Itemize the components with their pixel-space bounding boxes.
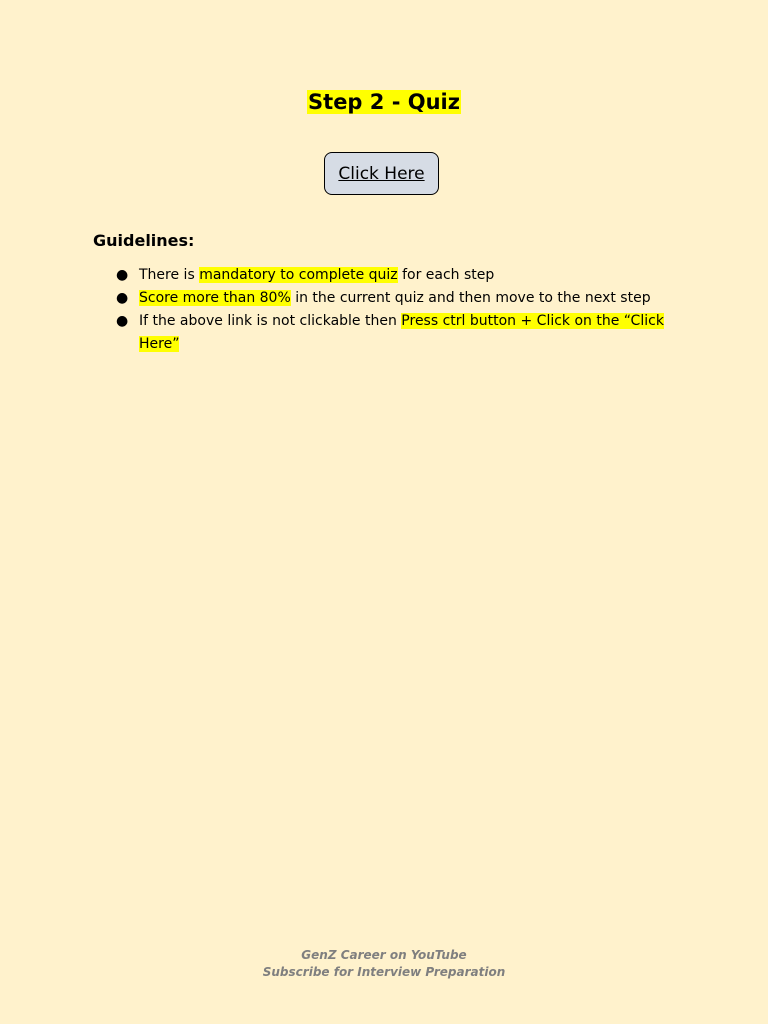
list-item-text-post: in the current quiz and then move to the next step bbox=[290, 290, 651, 306]
footer-line-2: Subscribe for Interview Preparation bbox=[262, 965, 506, 979]
list-item-highlight: Press ctrl button + Click on the “Click Here” bbox=[139, 313, 664, 352]
list-item bbox=[116, 264, 699, 287]
click-here-button[interactable]: Click Here bbox=[324, 152, 439, 195]
list-item-highlight: mandatory to complete quiz bbox=[199, 267, 398, 283]
list-item-text-pre: If the above link is not clickable then bbox=[139, 313, 402, 329]
list-item bbox=[116, 310, 699, 356]
list-item-text-pre: There is bbox=[139, 267, 200, 283]
list-item bbox=[116, 287, 699, 310]
list-item-text-post: for each step bbox=[397, 267, 495, 283]
bullet-icon: ● bbox=[116, 290, 129, 306]
footer-line-1: GenZ Career on YouTube bbox=[301, 948, 467, 962]
page-title-text: Step 2 - Quiz bbox=[308, 90, 460, 114]
bullet-icon: ● bbox=[116, 313, 129, 329]
guidelines-list bbox=[116, 264, 699, 356]
page-title bbox=[0, 88, 768, 117]
list-item-highlight: Score more than 80% bbox=[139, 290, 291, 306]
guidelines-heading: Guidelines: bbox=[93, 231, 195, 250]
footer bbox=[0, 947, 768, 981]
bullet-icon: ● bbox=[116, 267, 129, 283]
